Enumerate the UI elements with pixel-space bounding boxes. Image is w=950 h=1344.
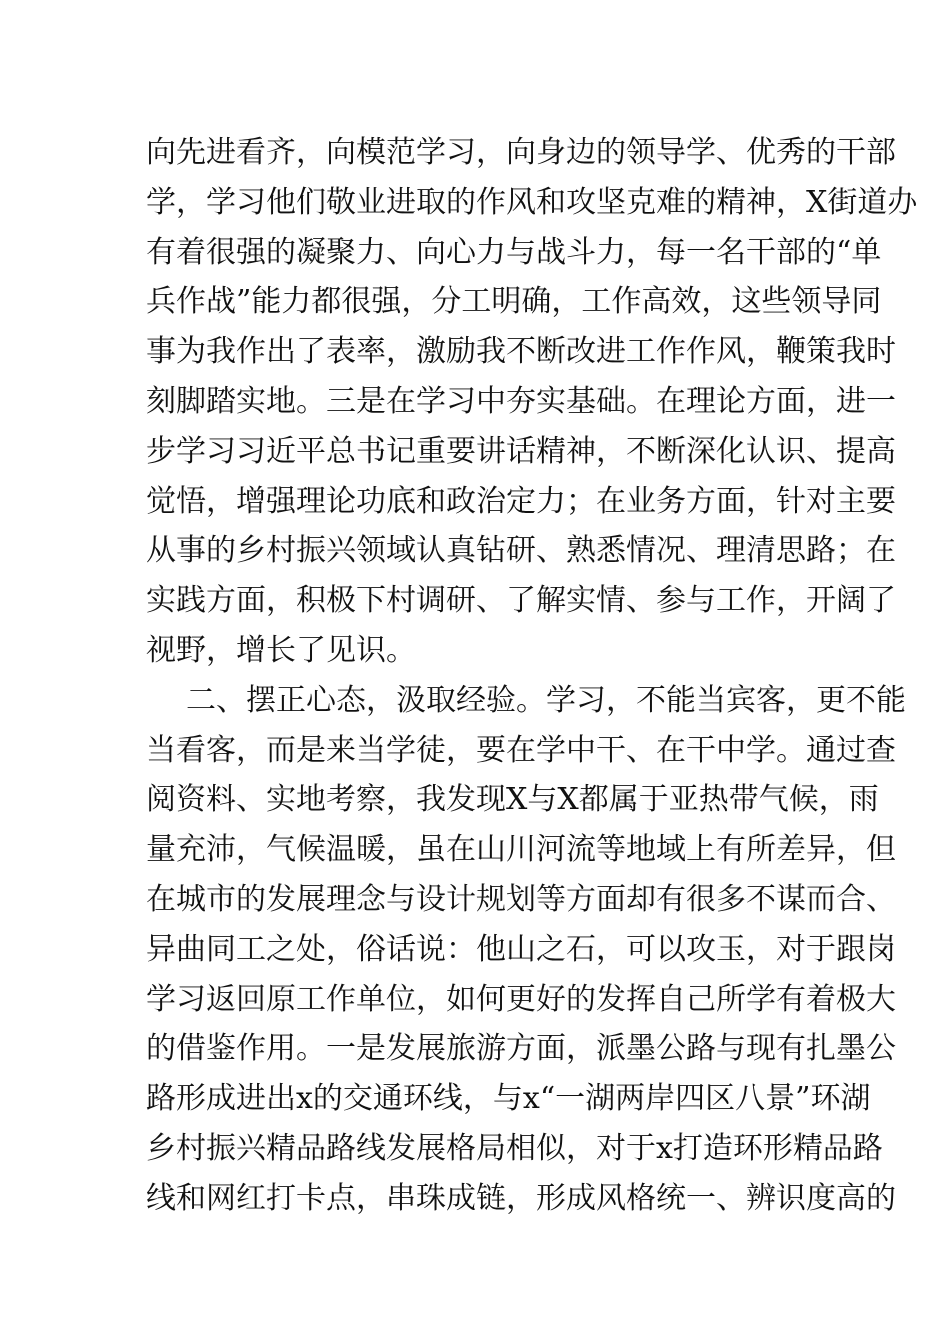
text-line: 线和网红打卡点，串珠成链，形成风格统一、辨识度高的 bbox=[146, 1180, 896, 1216]
text-line: 向先进看齐，向模范学习，向身边的领导学、优秀的干部 bbox=[146, 135, 896, 170]
text-line: 步学习习近平总书记重要讲话精神，不断深化认识、提高 bbox=[146, 433, 896, 469]
text-line: 当看客，而是来当学徒，要在学中干、在干中学。通过查 bbox=[146, 732, 896, 768]
text-line: 异曲同工之处，俗话说：他山之石，可以攻玉，对于跟岗 bbox=[146, 931, 896, 967]
text-line: 路形成进出x的交通环线，与x“一湖两岸四区八景”环湖 bbox=[146, 1081, 871, 1117]
text-line: 兵作战”能力都很强，分工明确，工作高效，这些领导同 bbox=[146, 284, 882, 320]
text-line: 量充沛，气候温暖，虽在山川河流等地域上有所差异，但 bbox=[146, 832, 896, 868]
text-line: 觉悟，增强理论功底和政治定力；在业务方面，针对主要 bbox=[146, 483, 896, 519]
paragraph-start-line: 二、摆正心态，汲取经验。学习，不能当宾客，更不能 bbox=[186, 682, 906, 718]
text-line: 实践方面，积极下村调研、了解实情、参与工作，开阔了 bbox=[146, 583, 896, 619]
body-text bbox=[146, 128, 918, 1224]
text-line: 学习返回原工作单位，如何更好的发挥自己所学有着极大 bbox=[146, 981, 896, 1017]
text-line-paragraph-end: 视野，增长了见识。 bbox=[146, 632, 416, 668]
text-line: 有着很强的凝聚力、向心力与战斗力，每一名干部的“单 bbox=[146, 234, 882, 270]
text-line: 学，学习他们敬业进取的作风和攻坚克难的精神，X街道办 bbox=[146, 184, 918, 220]
text-line: 事为我作出了表率，激励我不断改进工作作风，鞭策我时 bbox=[146, 334, 896, 370]
text-line: 乡村振兴精品路线发展格局相似，对于x打造环形精品路 bbox=[146, 1130, 883, 1166]
text-line: 从事的乡村振兴领域认真钻研、熟悉情况、理清思路；在 bbox=[146, 533, 896, 569]
text-line: 阅资料、实地考察，我发现X与X都属于亚热带气候，雨 bbox=[146, 782, 879, 818]
text-line: 在城市的发展理念与设计规划等方面却有很多不谋而合、 bbox=[146, 881, 896, 917]
text-line: 刻脚踏实地。三是在学习中夯实基础。在理论方面，进一 bbox=[146, 383, 896, 419]
text-line: 的借鉴作用。一是发展旅游方面，派墨公路与现有扎墨公 bbox=[146, 1031, 896, 1067]
